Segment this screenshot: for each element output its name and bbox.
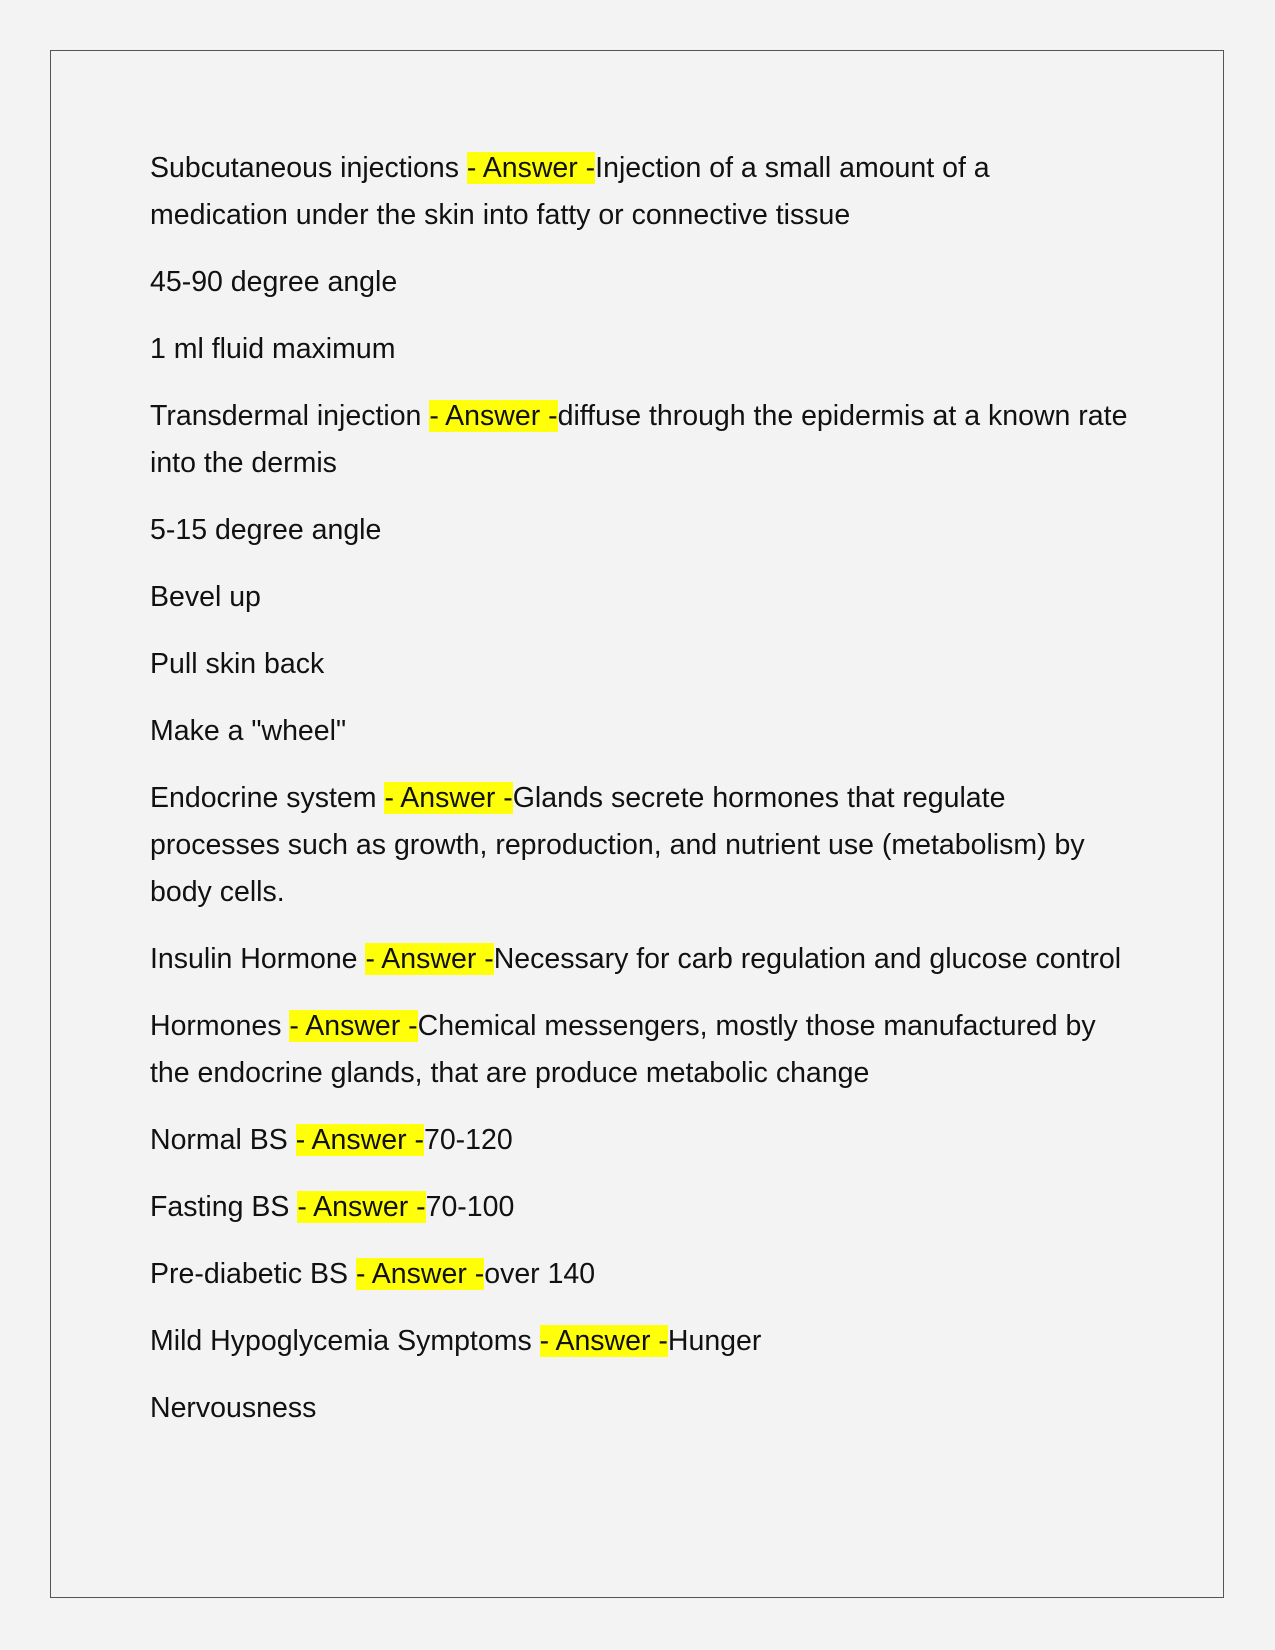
line-nervousness: Nervousness xyxy=(150,1392,317,1424)
line-bevel-up: Bevel up xyxy=(150,581,261,613)
answer-marker: - Answer - xyxy=(429,400,558,432)
entry-fasting-bs xyxy=(150,1184,1130,1231)
answer: 70-100 xyxy=(425,1191,515,1223)
answer-marker: - Answer - xyxy=(466,152,596,184)
answer: Glands secrete hormones that regulate processes such as growth, reproduction, and nutrient use (metabolism) by body cells. xyxy=(150,782,1085,908)
answer: Injection of a small amount of a medication under the skin into fatty or connective tissue xyxy=(150,152,990,231)
entry-pre-diabetic-bs xyxy=(150,1251,1130,1298)
line-pull-skin-back: Pull skin back xyxy=(150,648,325,680)
answer: Necessary for carb regulation and glucose control xyxy=(493,943,1122,975)
document-body xyxy=(150,145,1130,1452)
entry-insulin-hormone xyxy=(150,936,1130,983)
answer-marker: - Answer - xyxy=(539,1325,668,1357)
entry-hormones xyxy=(150,1003,1130,1097)
term: Fasting BS xyxy=(150,1191,298,1223)
term: Subcutaneous injections xyxy=(150,152,467,184)
term: Pre-diabetic BS xyxy=(150,1258,356,1290)
answer: 70-120 xyxy=(423,1124,513,1156)
term: Transdermal injection xyxy=(150,400,430,432)
answer-marker: - Answer - xyxy=(384,782,513,814)
term: Endocrine system xyxy=(150,782,385,814)
term: Mild Hypoglycemia Symptoms xyxy=(150,1325,540,1357)
answer-marker: - Answer - xyxy=(295,1124,424,1156)
answer-marker: - Answer - xyxy=(365,943,494,975)
entry-endocrine-system xyxy=(150,775,1130,916)
answer-marker: - Answer - xyxy=(289,1010,418,1042)
line-45-90-degree-angle: 45-90 degree angle xyxy=(150,266,398,298)
answer-marker: - Answer - xyxy=(355,1258,485,1290)
term: Normal BS xyxy=(150,1124,296,1156)
entry-transdermal-injection xyxy=(150,393,1130,487)
entry-subcutaneous-injections xyxy=(150,145,1130,239)
entry-normal-bs xyxy=(150,1117,1130,1164)
answer: Chemical messengers, mostly those manufactured by the endocrine glands, that are produce metabolic change xyxy=(150,1010,1096,1089)
term: Insulin Hormone xyxy=(150,943,366,975)
answer-marker: - Answer - xyxy=(297,1191,426,1223)
entry-mild-hypoglycemia-symptoms xyxy=(150,1318,1130,1365)
term: Hormones xyxy=(150,1010,290,1042)
answer: Hunger xyxy=(667,1325,762,1357)
answer: over 140 xyxy=(484,1258,596,1290)
answer: diffuse through the epidermis at a known rate into the dermis xyxy=(150,400,1128,479)
line-make-a-wheel: Make a "wheel" xyxy=(150,715,347,747)
line-5-15-degree-angle: 5-15 degree angle xyxy=(150,514,382,546)
line-1ml-fluid-maximum: 1 ml fluid maximum xyxy=(150,333,396,365)
